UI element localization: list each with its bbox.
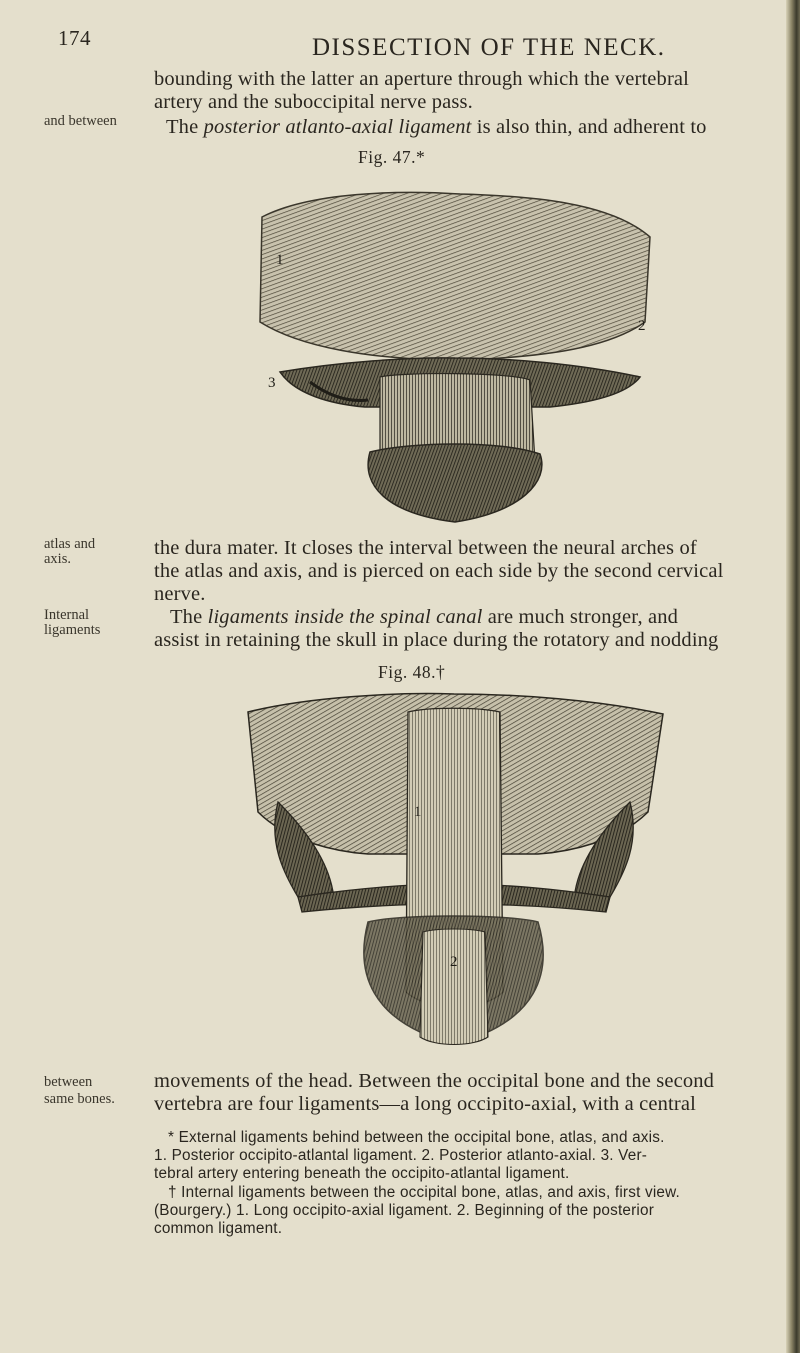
fig-47-illustration <box>250 182 660 527</box>
margin-note-atlas-axis-1: atlas and <box>44 536 96 552</box>
body-line-8: assist in retaining the skull in place during the rotatory and nodding <box>154 629 719 651</box>
footnote-1-line-2: 1. Posterior occipito-atlantal ligament. 2. Posterior atlanto-axial. 3. Ver- <box>154 1147 648 1164</box>
margin-note-between-1: between <box>44 1074 93 1090</box>
body-line-3: The posterior atlanto-axial ligament is also thin, and adherent to <box>166 116 707 138</box>
running-title: DISSECTION OF THE NECK. <box>312 34 666 61</box>
body-line-9: movements of the head. Between the occipital bone and the second <box>154 1070 715 1092</box>
margin-note-between-2: same bones. <box>44 1091 115 1107</box>
body-line-5: the atlas and axis, and is pierced on each side by the second cervical <box>154 560 724 582</box>
fig-47-label-3: 3 <box>268 375 276 391</box>
fig-48-label-1: 1 <box>414 804 422 820</box>
body-line-4: the dura mater. It closes the interval between the neural arches of <box>154 537 697 559</box>
footnote-2-line-2: (Bourgery.) 1. Long occipito-axial ligament. 2. Beginning of the posterior <box>154 1202 655 1219</box>
fig-47-label-2: 2 <box>638 318 646 334</box>
footnote-2-line-1: † Internal ligaments between the occipital bone, atlas, and axis, first view. <box>168 1184 680 1201</box>
body-line-2: artery and the suboccipital nerve pass. <box>154 91 473 113</box>
fig-48-illustration <box>238 692 670 1057</box>
footnote-2-line-3: common ligament. <box>154 1220 283 1237</box>
body-line-10: vertebra are four ligaments—a long occipito-axial, with a central <box>154 1093 696 1115</box>
body-line-1: bounding with the latter an aperture through which the vertebral <box>154 68 690 90</box>
fig-48-label-2: 2 <box>450 954 458 970</box>
fig-47-caption: Fig. 47.* <box>358 147 426 167</box>
fig-47-label-1: 1 <box>276 252 284 268</box>
fig-48-caption: Fig. 48.† <box>378 662 446 682</box>
margin-note-atlas-axis-2: axis. <box>44 551 71 567</box>
footnote-1-line-1: * External ligaments behind between the occipital bone, atlas, and axis. <box>168 1129 665 1146</box>
margin-note-internal-2: ligaments <box>44 622 101 638</box>
margin-note-internal-1: Internal <box>44 607 90 623</box>
margin-note-and-between: and between <box>44 113 117 129</box>
page-edge-shadow <box>786 0 800 1353</box>
body-line-6: nerve. <box>154 583 206 605</box>
page-number: 174 <box>58 26 91 50</box>
footnote-1-line-3: tebral artery entering beneath the occipito-atlantal ligament. <box>154 1165 570 1182</box>
body-line-7: The ligaments inside the spinal canal are much stronger, and <box>170 606 679 628</box>
